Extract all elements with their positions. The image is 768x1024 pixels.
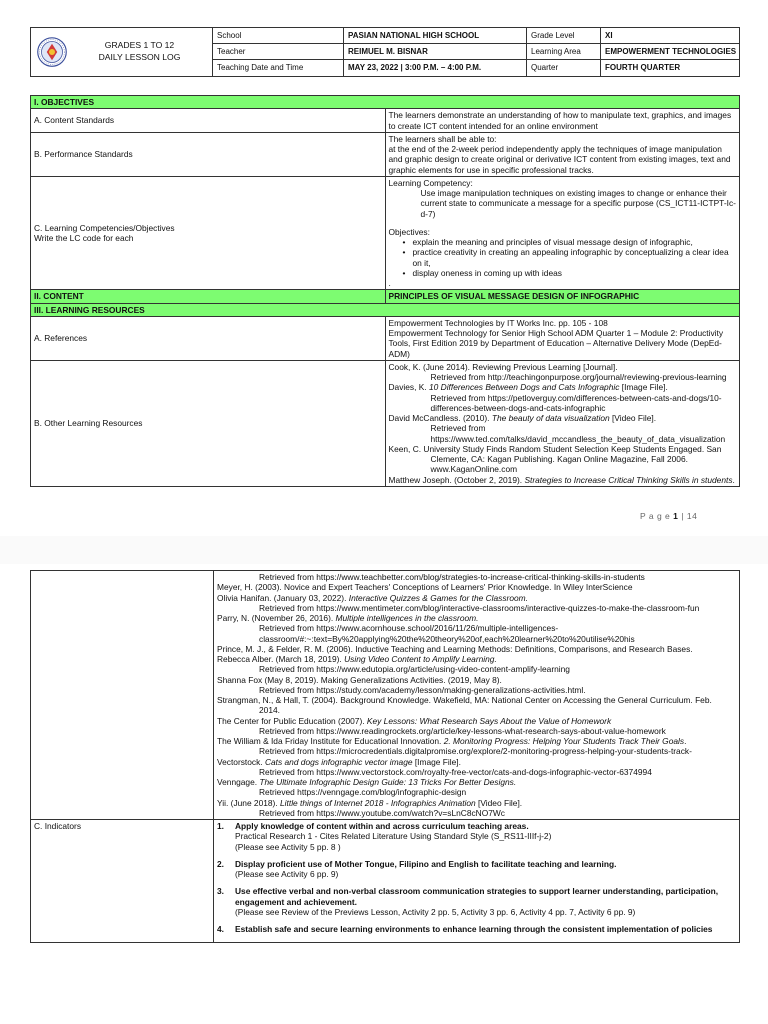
quarter-value: FOURTH QUARTER [605,63,681,73]
reference-suffix: [Video File]. [475,797,523,808]
indicator-item [217,886,736,917]
content-standards-text: The learners demonstrate an understanding of how to manipulate text, graphics, and images to create ICT content intended for an online environment [385,109,740,133]
reference-entry: 2014. [259,705,280,716]
indicator-title: Display proficient use of Mother Tongue, Filipino and English to facilitate teaching and learning. [235,858,617,869]
competencies-row [31,176,740,290]
page-number: P a g e 1 | 14 [640,511,698,521]
reference-entry [217,777,736,787]
objectives-heading: I. OBJECTIVES [31,96,740,109]
objectives-list [389,237,737,278]
competencies-label-line1: C. Learning Competencies/Objectives [34,222,175,233]
resources-heading-row [31,303,740,316]
teacher-label: Teacher [213,44,344,60]
lesson-table-page2 [30,570,740,943]
objectives-subheading: Objectives: [388,226,430,237]
other-resources-row-cont [31,571,740,820]
indicator-title: Apply knowledge of content within and across curriculum teaching areas. [235,821,529,831]
school-value: PASIAN NATIONAL HIGH SCHOOL [344,28,527,44]
page-word: P a g e [640,511,671,521]
reference-entry: Meyer, H. (2003). Novice and Expert Teachers' Conceptions of Learners' Prior Knowledge. In Wiley InterScience [217,582,633,593]
header-title [67,40,212,63]
content-heading-row [31,290,740,303]
indicator-line: (Please see Activity 5 pp. 8 ) [235,841,341,852]
blank-label-cell [31,571,214,820]
reference-suffix: . [732,474,735,485]
reference-entry [217,736,736,746]
reference-entry: Strangman, N., & Hall, T. (2004). Background Knowledge. Wakefield, MA: National Center on Accessing the General Curriculum. Feb. [217,695,712,705]
reference-entry [217,613,736,623]
reference-entry: Retrieved from https://www.edutopia.org/article/using-video-content-amplify-learning [259,664,570,675]
teacher-value: REIMUEL M. BISNAR [344,44,527,60]
competencies-label-line2: Write the LC code for each [34,233,134,243]
performance-standards-label: B. Performance Standards [31,132,386,176]
references-text [385,316,740,360]
performance-standards-text [385,132,740,176]
reference-entry: Retrieved from https://www.acornhouse.school/2016/11/26/multiple-intelligences-classroom/#:~:text=By%20applying%20the%20theory%20of,each%20learner%20to%20utilise%20his [259,623,635,644]
reference-author: David McCandless. (2010). [388,413,492,423]
objectives-heading-row [31,96,740,109]
reference-author: Davies, K. [388,382,429,393]
indicators-ordered-list [217,821,736,934]
reference-author: Matthew Joseph. (October 2, 2019). [388,474,525,485]
reference-entry: Prince, M. J., & Felder, R. M. (2006). Inductive Teaching and Learning Methods: Definitions, Comparisons, and Research Bases. [217,643,693,654]
indicator-line: (Please see Review of the Previews Lesson, Activity 2 pp. 5, Activity 3 pp. 6, Activity 4 pp. 7, Activity 6 pp. 9) [235,906,636,917]
performance-line1: The learners shall be able to: [388,133,497,144]
reference-entry: Retrieved from http://teachingonpurpose.org/journal/reviewing-previous-learning [430,372,727,382]
reference-title: 2. Monitoring Progress: Helping Your Students Track Their Goals [443,736,685,746]
reference-entry: Retrieved from https://petloverguy.com/differences-between-cats-and-dogs/10-differences-between-dogs-and-cats-infographic [430,392,722,413]
reference-entry [389,382,737,392]
reference-entry [217,716,736,726]
performance-standards-row [31,132,740,176]
objective-item: • display oneness in coming up with ideas [403,268,737,278]
reference-entry: Shanna Fox (May 8, 2019). Making Generalizations Activities. (2019, May 8). [217,674,502,685]
lc-heading: Learning Competency: [388,177,473,188]
school-label: School [213,28,344,44]
reference-author: The Center for Public Education (2007). [217,715,367,726]
objective-item: • explain the meaning and principles of visual message design of infographic, [403,237,737,247]
other-resources-list [385,360,740,486]
performance-line2: at the end of the 2-week period independently apply the techniques of image manipulation and graphic design to create original or derivative ICT content from existing images, text and graphic elements for use in specific professional tracks. [388,144,731,175]
grade-label: Grade Level [527,28,601,44]
reference-author: Vectorstock. [217,756,265,767]
reference-entry: Retrieved from https://www.teachbetter.com/blog/strategies-to-increase-critical-thinking-skills-in-students [259,572,645,582]
reference-title: Key Lessons: What Research Says About the Value of Homework [366,715,612,726]
dll-header [30,27,740,77]
reference-title: Using Video Content to Amplify Learning. [344,654,497,664]
lesson-table-page1 [30,95,740,487]
competencies-label [31,176,386,290]
reference-title: Interactive Quizzes & Games for the Classroom. [348,592,528,603]
indicators-row [31,820,740,943]
grade-value: XI [601,28,739,44]
quarter-label: Quarter [527,60,601,76]
deped-seal-icon [37,37,67,67]
reference-author: The William & Ida Friday Institute for Educational Innovation. [217,736,444,746]
indicator-number: 2. [217,858,224,869]
reference-entry: Cook, K. (June 2014). Reviewing Previous Learning [Journal]. [388,361,618,372]
lc-text: Use image manipulation techniques on existing images to change or enhance their current state to communicate a message for a specific purpose (CS_ICT11-ICTPT-Ic-d-7) [420,188,736,219]
reference-title: Multiple intelligences in the classroom. [335,613,479,623]
reference-entry: Retrieved from https://www.youtube.com/watch?v=sLnC8cNO7Wc [259,807,505,818]
reference-line1: Empowerment Technologies by IT Works Inc. pp. 105 - 108 [388,317,608,328]
reference-title: The Ultimate Infographic Design Guide: 13 Tricks For Better Designs. [259,777,517,787]
indicators-label: C. Indicators [31,820,214,943]
reference-title: The beauty of data visualization [491,413,610,423]
reference-entry: Retrieved from https://www.readingrockets.org/article/key-lessons-what-research-says-about-value-homework [259,725,666,736]
indicators-list [214,820,740,943]
header-title-block [31,28,213,76]
content-value: PRINCIPLES OF VISUAL MESSAGE DESIGN OF INFOGRAPHIC [385,290,740,303]
indicator-number: 3. [217,886,224,897]
indicator-line: Practical Research 1 - Cites Related Literature Using Standard Style (S_RS11-IIIf-j-2) [235,831,552,842]
reference-author: Venngage. [217,777,260,787]
date-label: Teaching Date and Time [213,60,344,76]
reference-entry: Retrieved from https://study.com/academy/lesson/making-generalizations-activities.html. [259,684,586,695]
date-value: MAY 23, 2022 | 3:00 P.M. – 4:00 P.M. [344,60,527,76]
indicator-number: 1. [217,821,224,831]
resources-heading: III. LEARNING RESOURCES [31,303,740,316]
reference-entry: Retrieved https://venngage.com/blog/infographic-design [259,787,467,798]
reference-title: Strategies to Increase Critical Thinking Skills in students [524,474,733,485]
objectives-end: . [388,278,391,288]
indicator-title: Establish safe and secure learning environments to enhance learning through the consistent implementation of policies [235,924,713,934]
objective-item: • practice creativity in creating an appealing infographic by conceptualizing a clear idea on it, [403,247,737,268]
reference-author: Rebecca Alber. (March 18, 2019). [217,654,345,664]
reference-author: Yii. (June 2018). [217,797,281,808]
reference-entry: Keen, C. University Study Finds Random Student Selection Keep Students Engaged. San Clemente, CA: Kagan Publishing. Kagan Online Magazine, Fall 2006. www.KaganOnline.com [388,443,722,475]
reference-entry [389,413,737,423]
reference-title: Cats and dogs infographic vector image [264,756,413,767]
area-label: Learning Area [527,44,601,60]
indicator-title: Use effective verbal and non-verbal classroom communication strategies to support learner understanding, participation, engagement and achievement. [235,886,719,907]
header-title-line2: DAILY LESSON LOG [98,52,181,62]
reference-entry: Retrieved from https://www.vectorstock.com/royalty-free-vector/cats-and-dogs-infographic-vector-6374994 [259,766,652,777]
reference-title: Little things of Internet 2018 - Infographics Animation [280,797,476,808]
indicator-item [217,859,736,880]
reference-entry: Retrieved from https://www.mentimeter.com/blog/interactive-classrooms/interactive-quizzes-to-make-the-classroom-fun [259,602,700,613]
other-resources-list-cont [214,571,740,820]
reference-suffix: [Video File]. [609,413,657,423]
page-total: 14 [686,511,698,521]
reference-entry [217,757,736,767]
header-info-grid [213,28,739,76]
indicator-item [217,821,736,852]
area-value: EMPOWERMENT TECHNOLOGIES [601,44,739,60]
competencies-text [385,176,740,290]
content-standards-row [31,109,740,133]
indicator-number: 4. [217,924,224,934]
header-title-line1: GRADES 1 TO 12 [104,40,175,51]
reference-entry [217,654,736,664]
indicator-item [217,924,736,934]
references-label: A. References [31,316,386,360]
content-standards-label: A. Content Standards [31,109,386,133]
reference-entry: Retrieved from https://microcredentials.digitalpromise.org/explore/2-monitoring-progress-helping-your-students-track- [259,746,692,757]
references-row [31,316,740,360]
reference-entry: Retrieved from https://www.ted.com/talks/david_mccandless_the_beauty_of_data_visualization [430,423,726,444]
reference-entry [217,798,736,808]
other-resources-row [31,360,740,486]
reference-author: Parry, N. (November 26, 2016). [217,613,336,623]
reference-title: 10 Differences Between Dogs and Cats Infographic [429,382,620,393]
reference-suffix: [Image File]. [412,756,461,767]
indicator-line: (Please see Activity 6 pp. 9) [235,869,339,879]
reference-suffix: [Image File]. [619,382,668,393]
reference-entry [389,475,737,485]
reference-suffix: . [684,736,687,746]
other-resources-label: B. Other Learning Resources [31,360,386,486]
content-heading: II. CONTENT [31,290,386,303]
reference-line2: Empowerment Technology for Senior High School ADM Quarter 1 – Module 2: Productivity Tools, First Edition 2019 by Department of Education – Alternative Delivery Mode (DepEd-ADM) [388,328,724,359]
reference-author: Olivia Hanifan. (January 03, 2022). [217,592,349,603]
reference-entry [217,593,736,603]
page-2 [0,540,768,1024]
page-current: 1 [673,511,679,521]
